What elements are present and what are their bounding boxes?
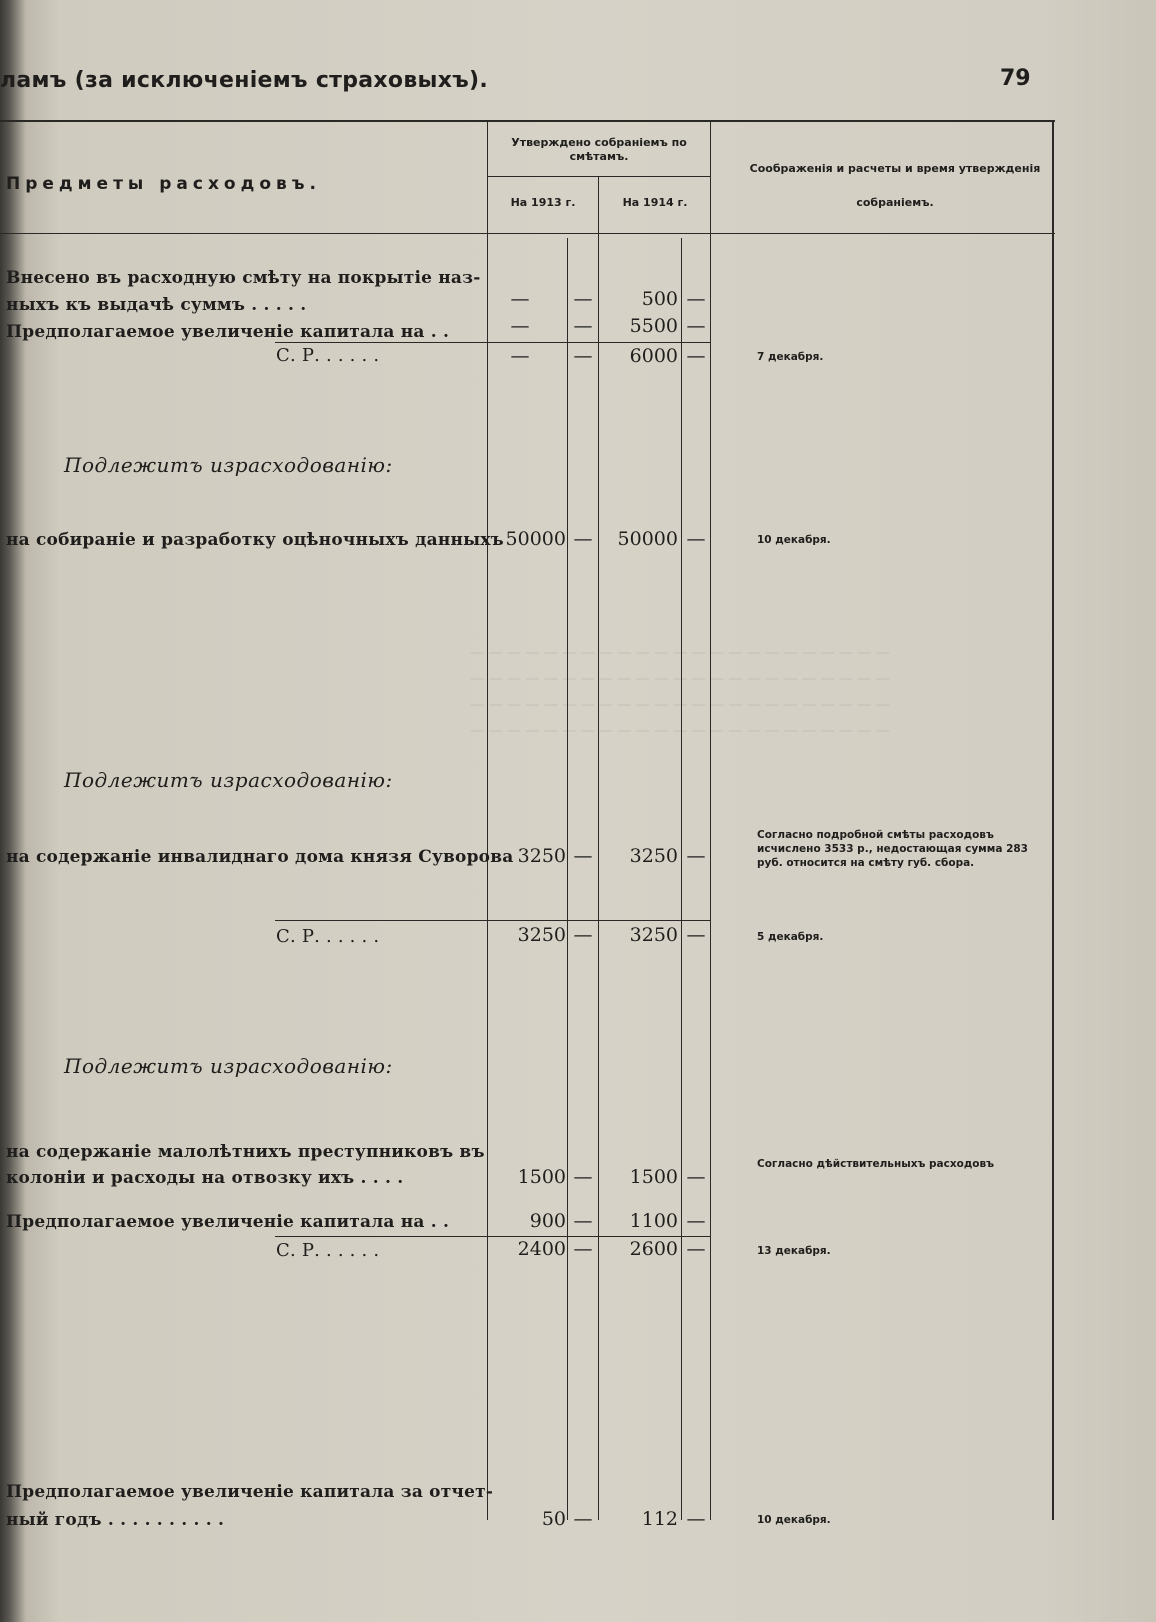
section4-heading: Подлежитъ израсходованію:: [64, 1054, 393, 1078]
section4-row1-1913: 1500: [517, 1166, 566, 1188]
section2-1914: 50000: [617, 528, 678, 550]
column-header-1914: На 1914 г.: [622, 196, 688, 209]
column-header-approved: Утверждено собраніемъ по смѣтамъ.: [511, 136, 687, 163]
section4-sum-rule: [275, 1236, 710, 1237]
section4-total-1914: 2600: [629, 1238, 678, 1260]
section4-total-1913: 2400: [517, 1238, 566, 1260]
section1-line1: Внесено въ расходную смѣту на покрытіе наз-: [6, 268, 481, 288]
section1-row1-1914: 500: [641, 288, 678, 310]
section2-line: на собираніе и разработку оцѣночныхъ данныхъ: [6, 530, 504, 550]
section3-total-label: С. Р. . . . . .: [276, 926, 380, 947]
section5-1914: 112: [641, 1508, 678, 1530]
section4-total-label: С. Р. . . . . .: [276, 1240, 380, 1261]
section1-row2-1913: —: [510, 315, 530, 337]
section1-total-1914: 6000: [629, 345, 678, 367]
section5-note: 10 декабря.: [757, 1514, 831, 1526]
col-divider-3: [710, 120, 711, 1520]
column-header-considerations: Соображенія и расчеты и время утвержденія собраніемъ.: [749, 162, 1041, 209]
column-header-1913: На 1913 г.: [510, 196, 576, 209]
section4-row1-1914: 1500: [629, 1166, 678, 1188]
section1-total-label: С. Р. . . . . .: [276, 345, 380, 366]
section4-line3: Предполагаемое увеличеніе капитала на . .: [6, 1212, 450, 1232]
year-header-rule: [488, 176, 710, 177]
section3-1914-kop: —: [686, 845, 706, 867]
section4-row1-1913-kop: —: [573, 1166, 593, 1188]
section2-note: 10 декабря.: [757, 534, 831, 546]
section3-total-1914: 3250: [629, 924, 678, 946]
section1-row2-1913-kop: —: [573, 315, 593, 337]
section1-row2-1914-kop: —: [686, 315, 706, 337]
table-top-rule: [0, 120, 1055, 122]
section4-total-note: 13 декабря.: [757, 1245, 831, 1257]
section3-total-1914-kop: —: [686, 924, 706, 946]
section4-row2-1914: 1100: [629, 1210, 678, 1232]
section3-total-1913-kop: —: [573, 924, 593, 946]
kop-divider-1913: [567, 238, 568, 1520]
section3-total-note: 5 декабря.: [757, 931, 824, 943]
section1-line2: ныхъ къ выдачѣ суммъ . . . . .: [6, 295, 307, 315]
section5-line1: Предполагаемое увеличеніе капитала за отчет-: [6, 1482, 494, 1502]
section4-row2-1913: 900: [529, 1210, 566, 1232]
section5-line2: ный годъ . . . . . . . . . .: [6, 1510, 225, 1530]
section3-total-1913: 3250: [517, 924, 566, 946]
section2-1913: 50000: [505, 528, 566, 550]
header-bottom-rule: [0, 233, 1055, 234]
col-divider-1: [487, 120, 488, 1520]
section1-note: 7 декабря.: [757, 351, 824, 363]
page-number: 79: [1000, 66, 1031, 91]
section1-total-1914-kop: —: [686, 345, 706, 367]
section1-row1-1913: —: [510, 288, 530, 310]
section2-1914-kop: —: [686, 528, 706, 550]
section3-1914: 3250: [629, 845, 678, 867]
section4-line2: колоніи и расходы на отвозку ихъ . . . .: [6, 1168, 404, 1188]
section1-row1-1913-kop: —: [573, 288, 593, 310]
section4-note: Согласно дѣйствительныхъ расходовъ: [757, 1158, 995, 1170]
section5-1913: 50: [541, 1508, 566, 1530]
section4-row2-1913-kop: —: [573, 1210, 593, 1232]
section3-heading: Подлежитъ израсходованію:: [64, 768, 393, 792]
section4-line1: на содержаніе малолѣтнихъ преступниковъ въ: [6, 1142, 485, 1162]
section1-line3: Предполагаемое увеличеніе капитала на . .: [6, 322, 450, 342]
section1-row1-1914-kop: —: [686, 288, 706, 310]
column-header-subjects: Предметы расходовъ.: [6, 174, 321, 194]
section3-line: на содержаніе инвалиднаго дома князя Суворова: [6, 847, 514, 867]
section3-note: Согласно подробной смѣты расходовъ исчислено 3533 р., недостающая сумма 283 руб. относится на смѣту губ. сбора.: [757, 829, 1028, 869]
section5-1914-kop: —: [686, 1508, 706, 1530]
section1-sum-rule: [275, 342, 710, 343]
section4-total-1913-kop: —: [573, 1238, 593, 1260]
section2-1913-kop: —: [573, 528, 593, 550]
section3-1913: 3250: [517, 845, 566, 867]
section4-row2-1914-kop: —: [686, 1210, 706, 1232]
section1-row2-1914: 5500: [629, 315, 678, 337]
section2-heading: Подлежитъ израсходованію:: [64, 453, 393, 477]
section1-total-1913: —: [510, 345, 530, 367]
section3-1913-kop: —: [573, 845, 593, 867]
section4-total-1914-kop: —: [686, 1238, 706, 1260]
kop-divider-1914: [681, 238, 682, 1520]
section4-row1-1914-kop: —: [686, 1166, 706, 1188]
section5-1913-kop: —: [573, 1508, 593, 1530]
running-header: ламъ (за исключеніемъ страховыхъ).: [0, 68, 489, 93]
section1-total-1913-kop: —: [573, 345, 593, 367]
col-divider-4: [1052, 120, 1054, 1520]
col-divider-2: [598, 176, 599, 1520]
bleed-through-text: — — — — — — — — — — — — — — — — — — — — — — — — — — — — — — — — — — — — — — — — — — — — — — — — — — — — — — — — — — — — — — — — — — — — — — — — — — — — — — — — — — — — — — — — — — — —: [470, 645, 890, 739]
section3-sum-rule: [275, 920, 710, 921]
